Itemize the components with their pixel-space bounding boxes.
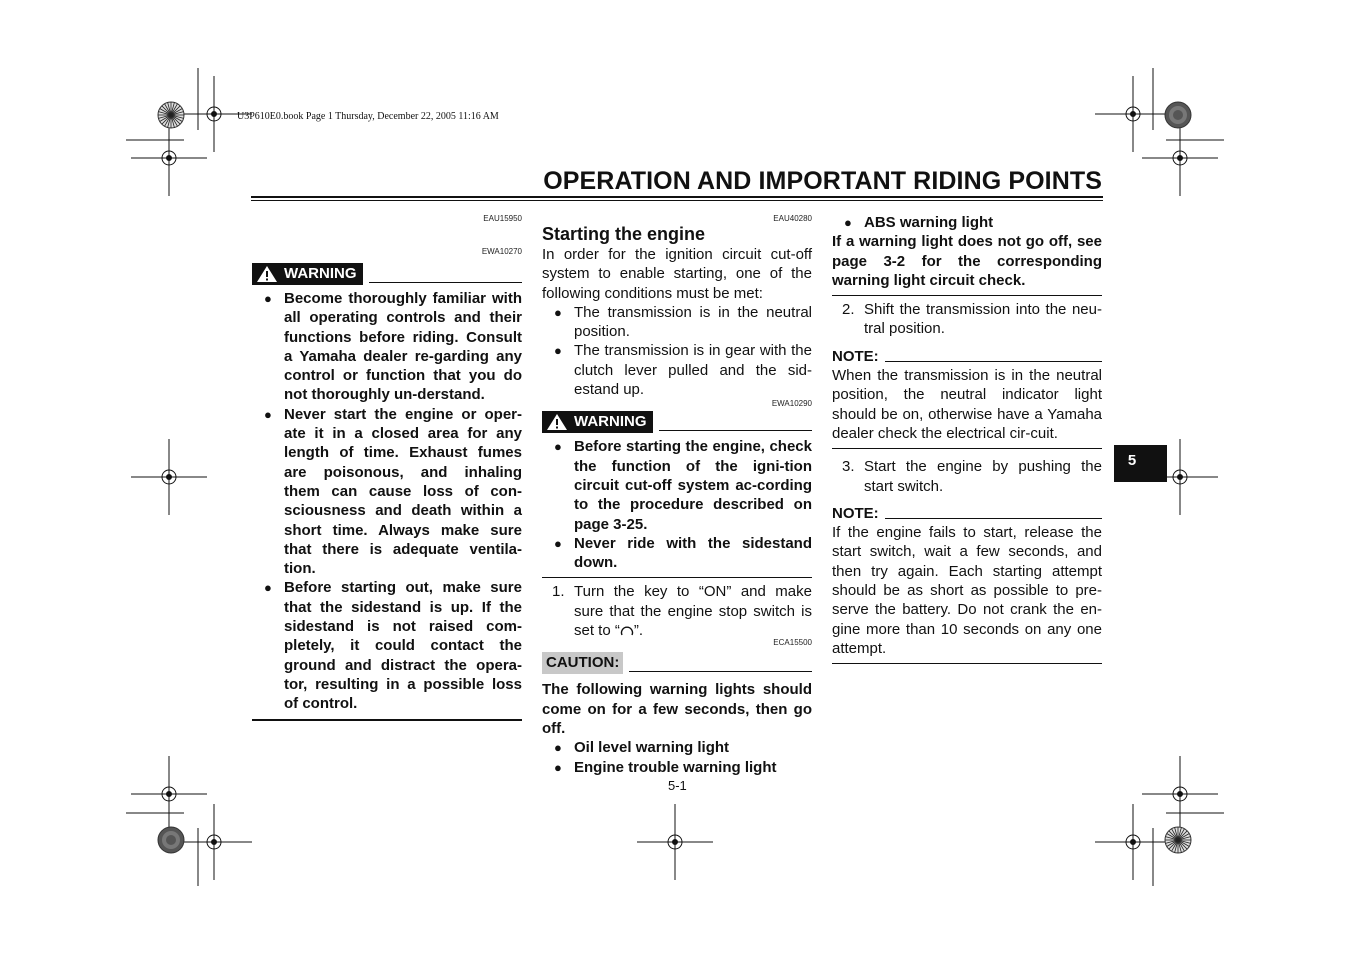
note-heading: NOTE:: [832, 347, 1102, 366]
ref-code: EWA10290: [771, 399, 812, 409]
list-item: ● Oil level warning light: [554, 739, 730, 757]
note-heading: NOTE:: [832, 504, 1102, 523]
note-end-rule: [832, 448, 1102, 449]
right-column: [832, 213, 1102, 664]
step-item: 1. Turn the key to “ON” and make sure that the engine stop switch is set to “ ”.: [552, 583, 812, 640]
ref-code: ECA15500: [773, 638, 812, 648]
crosshair-target-icon: [1095, 804, 1171, 880]
step-item: 2. Shift the transmission into the neu-tral position.: [842, 301, 1102, 338]
caution-text: The following warning lights should come on for a few seconds, then go off.: [542, 681, 812, 737]
title-rule-thin: [251, 200, 1103, 201]
crosshair-target-icon: [131, 439, 207, 515]
list-item: ● Never start the engine or oper-ate it in a closed area for any length of time. Exhaust fumes are poisonous, and inhaling them can cause loss of con-sciousness and death within a short time. Always make sure that there is adequate ventila-tion.: [264, 405, 522, 578]
warning-label: WARNING: [574, 413, 647, 431]
section-end-rule: [542, 577, 812, 578]
list-item: ● The transmission is in the neutral position.: [554, 303, 812, 341]
step-item: 3. Start the engine by pushing the start switch.: [842, 458, 1102, 495]
title-rule: [251, 196, 1103, 198]
engine-stop-run-icon: [620, 624, 634, 636]
crosshair-target-icon: [131, 756, 207, 832]
crosshair-target-icon: [637, 804, 713, 880]
list-item: ● Never ride with the sidestand down.: [554, 534, 812, 572]
note-text: If the engine fails to start, release the start switch, wait a few seconds, and then try again. Each starting attempt should be as short as possible to pre-serve the battery. Do not crank the en-gine more than 10 seconds on any one attempt.: [832, 524, 1102, 657]
crosshair-target-icon: [1095, 76, 1171, 152]
caution-text-continued: If a warning light does not go off, see page 3-2 for the corresponding warning light circuit check.: [832, 233, 1102, 289]
page-title: OPERATION AND IMPORTANT RIDING POINTS: [543, 167, 1102, 195]
crosshair-target-icon: [1142, 756, 1218, 832]
warning-label: WARNING: [284, 265, 357, 282]
intro-paragraph: In order for the ignition circuit cut-off system to enable starting, one of the following conditions must be met:: [542, 246, 812, 302]
page-number: 5-1: [668, 778, 687, 793]
warning-box: [252, 263, 522, 285]
caution-box: [542, 652, 812, 674]
list-item: ● Engine trouble warning light: [554, 758, 777, 776]
ref-code: EAU40280: [773, 214, 812, 223]
list-item: ● Before starting the engine, check the function of the igni-tion circuit cut-off system ac-cording to the procedure described on page 3-25.: [554, 438, 812, 533]
chapter-tab: 5: [1114, 445, 1167, 482]
list-item: ● Before starting out, make sure that the sidestand is up. If the sidestand is not raised com-pletely, it could contact the ground and distract the opera-tor, resulting in a possible loss of control.: [264, 579, 522, 713]
note-end-rule: [832, 663, 1102, 664]
left-column: [252, 214, 522, 721]
crosshair-target-icon: [131, 120, 207, 196]
note-text: When the transmission is in the neutral position, the neutral indicator light should be on, otherwise have a Yamaha dealer check the electrical cir-cuit.: [832, 367, 1102, 442]
ref-code: EAU15950: [483, 214, 522, 223]
color-rosette-icon: [158, 827, 184, 853]
color-rosette-icon: [158, 102, 184, 128]
section-heading: Starting the engine: [542, 224, 706, 244]
caution-label: CAUTION:: [542, 652, 623, 674]
color-rosette-icon: [1165, 102, 1191, 128]
section-end-rule: [252, 719, 522, 721]
middle-column: [542, 214, 812, 777]
ref-code: EWA10270: [481, 247, 522, 256]
warning-box: [542, 411, 812, 433]
book-header-line: U3P610E0.book Page 1 Thursday, December 22, 2005 11:16 AM: [237, 111, 499, 122]
warning-triangle-icon: [546, 413, 568, 431]
list-item: ● ABS warning light: [844, 214, 994, 231]
list-item: ● The transmission is in gear with the clutch lever pulled and the sid-estand up.: [554, 342, 812, 399]
crosshair-target-icon: [1142, 120, 1218, 196]
crosshair-target-icon: [176, 804, 252, 880]
warning-triangle-icon: [256, 265, 278, 283]
section-end-rule: [832, 295, 1102, 296]
list-item: ● Become thoroughly familiar with all operating controls and their functions before riding. Consult a Yamaha dealer re-garding any control or function that you do not thoroughly un-derstand.: [264, 290, 522, 404]
color-rosette-icon: [1165, 827, 1191, 853]
